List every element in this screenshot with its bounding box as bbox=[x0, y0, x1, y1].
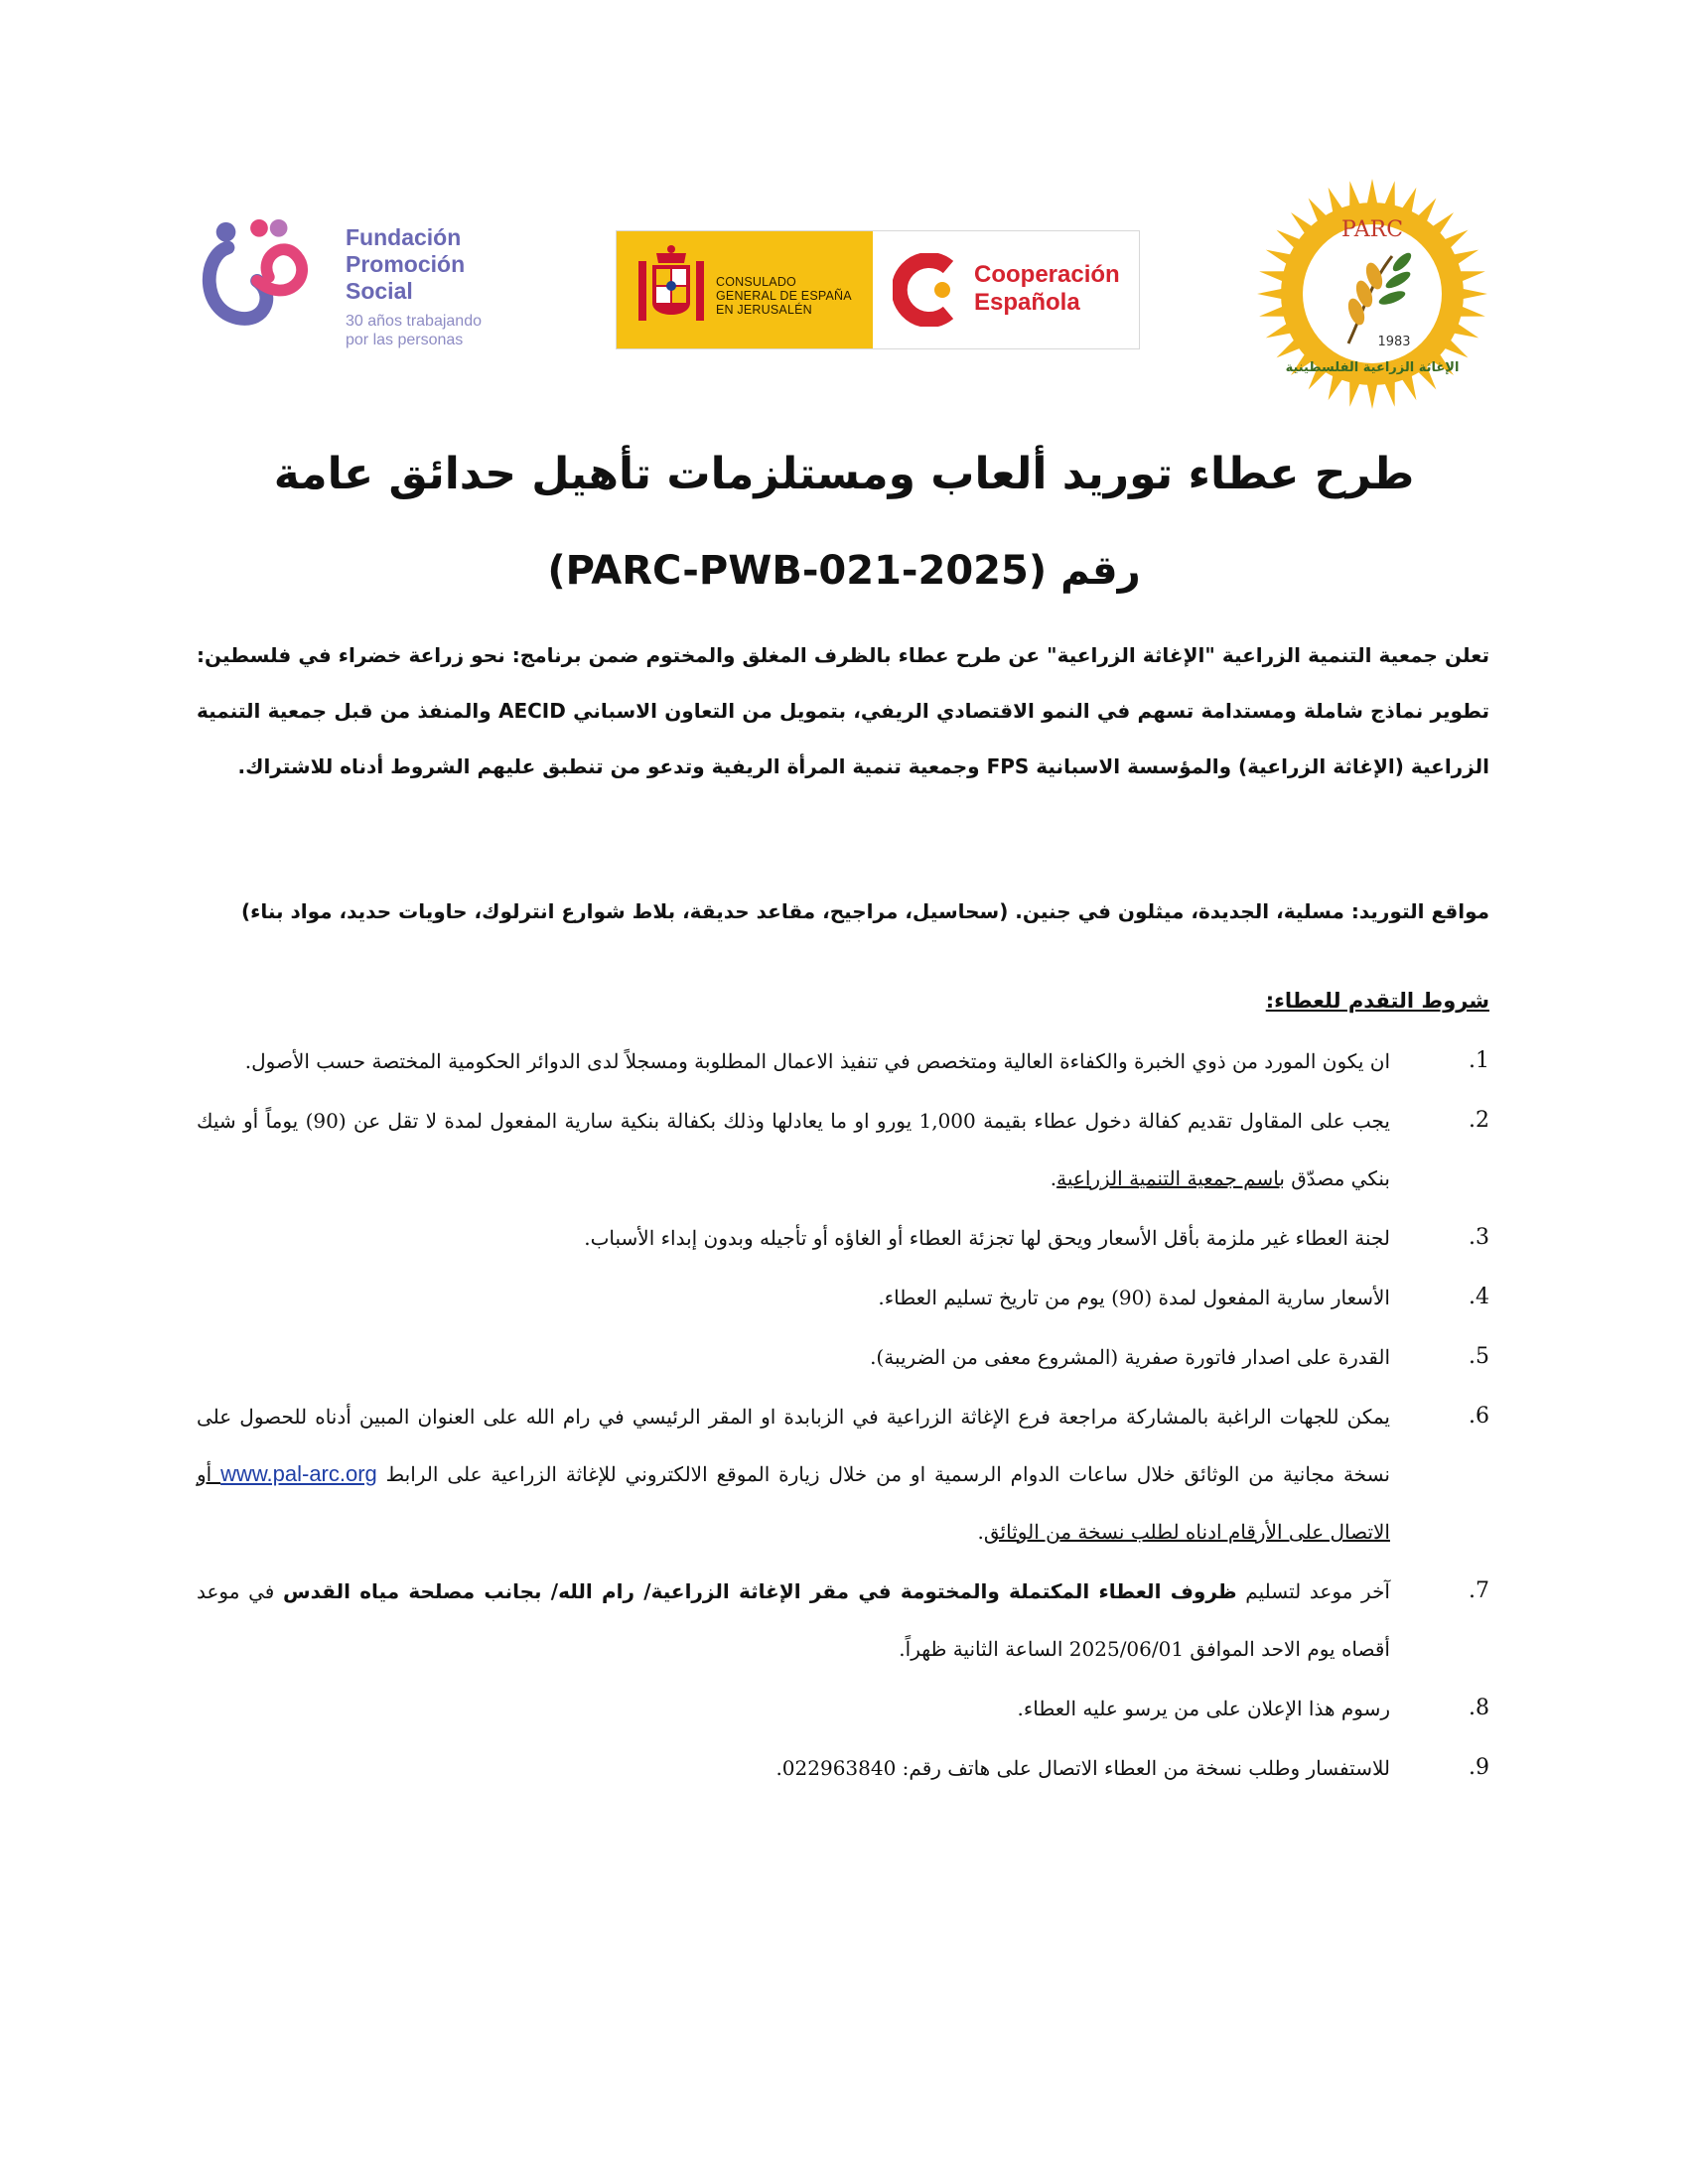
item-text: للاستفسار وطلب نسخة من العطاء الاتصال على هاتف رقم: 022963840. bbox=[775, 1756, 1390, 1780]
list-item bbox=[197, 1563, 1489, 1678]
website-link[interactable]: www.pal-arc.org bbox=[220, 1461, 377, 1486]
sun-ray bbox=[1259, 271, 1286, 282]
sun-ray bbox=[1257, 289, 1283, 300]
item-number: 6. bbox=[1469, 1404, 1489, 1429]
tender-code: (PARC-PWB-021-2025) bbox=[547, 548, 1048, 594]
sun-ray bbox=[1462, 289, 1487, 300]
item-number: 3. bbox=[1469, 1225, 1489, 1250]
item-text: يجب على المقاول تقديم كفالة دخول عطاء بقيمة 1,000 يورو او ما يعادلها وذلك بكفالة بنكية سارية المفعول لمدة لا تقل عن (90) يوماً أو شيك بنكي مصدّق باسم جمعية التنمية الزراعية. bbox=[197, 1109, 1390, 1190]
fps-logo bbox=[199, 208, 526, 357]
page-title: طرح عطاء توريد ألعاب ومستلزمات تأهيل حدائق عامة bbox=[273, 449, 1415, 499]
sun-ray bbox=[1367, 179, 1378, 205]
item-text: ان يكون المورد من ذوي الخبرة والكفاءة العالية ومتخصص في تنفيذ الاعمال المطلوبة ومسجلاً لدى الدوائر الحكومية المختصة حسب الأصول. bbox=[244, 1049, 1390, 1073]
item-number: 8. bbox=[1469, 1696, 1489, 1720]
item-text: يمكن للجهات الراغبة بالمشاركة مراجعة فرع الإغاثة الزراعية في الزبابدة او المقر الرئيسي في رام الله على العنوان المبين أدناه للحصول على نسخة مجانية من الوثائق خلال ساعات الدوام الرسمية او من خلال زيارة الموقع الالكتروني للإغاثة الزراعية على الرابط www.pal-arc.org أو الاتصال على الأرقام ادناه لطلب نسخة من الوثائق. bbox=[197, 1405, 1390, 1544]
item-number: 5. bbox=[1469, 1344, 1489, 1369]
sun-ray bbox=[1349, 181, 1360, 207]
consulate-panel bbox=[617, 231, 873, 348]
sun-ray bbox=[1384, 181, 1395, 207]
supply-sites: مواقع التوريد: مسلية، الجديدة، ميثلون في جنين. (سحاسيل، مراجيح، مقاعد حديقة، بلاط شوارع انترلوك، حاويات حديد، مواد بناء) bbox=[240, 899, 1489, 923]
parc-arabic-name: الإغاثة الزراعية الفلسطينية bbox=[1285, 360, 1460, 375]
consulate-text: CONSULADO GENERAL DE ESPAÑA EN JERUSALÉN bbox=[716, 275, 852, 317]
list-item bbox=[197, 1328, 1489, 1386]
spanish-coat-of-arms-icon bbox=[634, 243, 708, 335]
spain-cooperation-logo bbox=[616, 230, 1140, 349]
item-text: رسوم هذا الإعلان على من يرسو عليه العطاء. bbox=[1017, 1697, 1390, 1720]
sun-ray bbox=[1384, 380, 1395, 407]
sun-ray bbox=[1459, 271, 1485, 282]
conditions-list bbox=[197, 1032, 1489, 1799]
item-number: 2. bbox=[1469, 1108, 1489, 1133]
item-number: 9. bbox=[1469, 1755, 1489, 1780]
list-item bbox=[197, 1680, 1489, 1737]
intro-paragraph: تعلن جمعية التنمية الزراعية "الإغاثة الزراعية" عن طرح عطاء بالظرف المغلق والمختوم ضمن برنامج: نحو زراعة خضراء في فلسطين: تطوير نماذج شاملة ومستدامة تسهم في النمو الاقتصادي الريفي، بتمويل من التعاون الاسباني AECID والمنفذ من قبل جمعية التنمية الزراعية (الإغاثة الزراعية) والمؤسسة الاسبانية FPS وجمعية تنمية المرأة الريفية وتدعو من تنطبق عليهم الشروط أدناه للاشتراك. bbox=[197, 643, 1490, 778]
list-item bbox=[197, 1739, 1489, 1797]
item-number: 1. bbox=[1469, 1048, 1489, 1073]
item-text: لجنة العطاء غير ملزمة بأقل الأسعار ويحق لها تجزئة العطاء أو الغاؤه أو تأجيله وبدون إبداء الأسباب. bbox=[584, 1226, 1390, 1250]
fps-emblem-icon bbox=[199, 216, 316, 334]
tender-number-prefix: رقم bbox=[1060, 548, 1141, 594]
item-number: 7. bbox=[1469, 1578, 1489, 1603]
list-item bbox=[197, 1269, 1489, 1326]
sun-ray bbox=[1349, 380, 1360, 407]
conditions-heading: شروط التقدم للعطاء: bbox=[1265, 989, 1489, 1013]
parc-acronym: PARC bbox=[1340, 217, 1404, 242]
tender-number bbox=[149, 542, 1539, 600]
cooperacion-emblem-icon bbox=[893, 253, 966, 327]
list-item bbox=[197, 1388, 1489, 1561]
submission-location: ظروف العطاء المكتملة والمختومة في مقر الإغاثة الزراعية/ رام الله/ بجانب مصلحة مياه القدس bbox=[283, 1579, 1237, 1603]
fps-name: Fundación Promoción Social bbox=[346, 224, 466, 304]
list-item bbox=[197, 1032, 1489, 1090]
list-item bbox=[197, 1092, 1489, 1207]
beneficiary-name: باسم جمعية التنمية الزراعية bbox=[1056, 1166, 1285, 1190]
request-copy-text: أو الاتصال على الأرقام ادناه لطلب نسخة من الوثائق bbox=[197, 1462, 1390, 1544]
sun-ray bbox=[1459, 306, 1485, 317]
fps-tagline: 30 años trabajando por las personas bbox=[346, 313, 482, 348]
sun-ray bbox=[1367, 383, 1378, 409]
parc-logo bbox=[1253, 175, 1491, 413]
item-text: القدرة على اصدار فاتورة صفرية (المشروع معفى من الضريبة). bbox=[870, 1345, 1390, 1369]
item-text: آخر موعد لتسليم ظروف العطاء المكتملة والمختومة في مقر الإغاثة الزراعية/ رام الله/ بجانب مصلحة مياه القدس في موعد أقصاه يوم الاحد الموافق 2025/06/01 الساعة الثانية ظهراً. bbox=[197, 1579, 1390, 1661]
list-item bbox=[197, 1209, 1489, 1267]
parc-year: 1983 bbox=[1377, 335, 1411, 349]
sun-ray bbox=[1259, 306, 1286, 317]
item-number: 4. bbox=[1469, 1285, 1489, 1309]
item-text: الأسعار سارية المفعول لمدة (90) يوم من تاريخ تسليم العطاء. bbox=[878, 1286, 1390, 1309]
cooperacion-text: Cooperación Española bbox=[974, 261, 1120, 316]
